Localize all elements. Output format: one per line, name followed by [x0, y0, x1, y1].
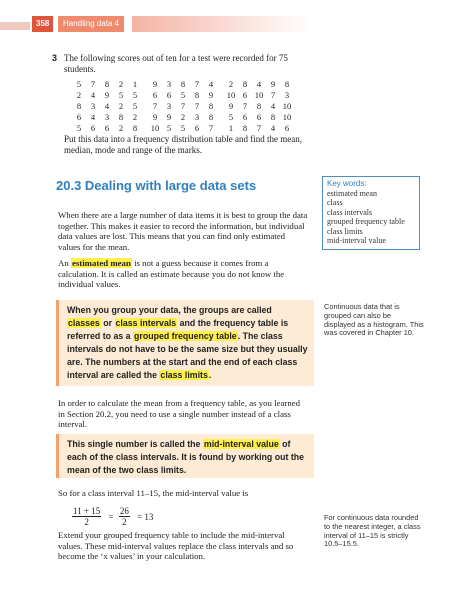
- question-intro: The following scores out of ten for a test were recorded for 75 students.: [64, 53, 288, 74]
- definition-box-classes: [56, 300, 314, 386]
- text: This single number is called the: [67, 439, 201, 449]
- score-cell: 3: [104, 111, 110, 122]
- score-cell: 2: [180, 111, 186, 122]
- score-cell: 9: [228, 100, 234, 111]
- term-classes: classes: [68, 318, 100, 328]
- paragraph-single-number: In order to calculate the mean from a frequency table, as you learned in Section 20.2, you need to use a single number instead of a class interval.: [58, 398, 301, 429]
- score-cell: 2: [228, 78, 234, 89]
- question-instruction: Put this data into a frequency distribution table and find the mean, median, mode and range of the marks.: [64, 134, 302, 155]
- score-cell: 8: [208, 100, 214, 111]
- question-number: 3: [52, 53, 58, 63]
- key-word: class: [327, 198, 343, 207]
- score-cell: 7: [270, 89, 276, 100]
- scores-row: [72, 111, 294, 122]
- score-cell: 6: [104, 122, 110, 133]
- score-cell: 3: [90, 100, 96, 111]
- score-cell: 5: [180, 89, 186, 100]
- equals-sign: =: [108, 511, 114, 522]
- result: = 13: [137, 511, 154, 522]
- score-cell: 10: [282, 100, 292, 111]
- score-cell: 10: [282, 111, 292, 122]
- score-cell: 4: [208, 78, 214, 89]
- score-cell: 8: [270, 111, 276, 122]
- score-cell: 10: [226, 89, 236, 100]
- score-cell: 7: [152, 100, 158, 111]
- score-cell: 8: [194, 89, 200, 100]
- header-accent-bar: [0, 22, 30, 30]
- score-cell: 9: [208, 89, 214, 100]
- score-cell: 9: [152, 78, 158, 89]
- key-word: mid-interval value: [327, 236, 386, 245]
- definition-box-mid-interval: [56, 434, 314, 478]
- score-cell: 6: [76, 111, 82, 122]
- key-word: class limits: [327, 226, 363, 236]
- paragraph-estimated-mean: [58, 258, 308, 290]
- term-class-limits: class limits: [160, 370, 208, 380]
- text: of each of the class intervals. It is found by working out the mean of the two class limits.: [67, 439, 305, 475]
- side-note-continuous-data: For continuous data rounded to the nearest integer, a class interval of 11–15 is strictly 10.5–15.5.: [324, 513, 421, 549]
- score-cell: 9: [152, 111, 158, 122]
- fraction-sum: [72, 506, 101, 527]
- score-cell: 10: [150, 122, 160, 133]
- score-cell: 3: [166, 100, 172, 111]
- score-cell: 7: [180, 100, 186, 111]
- scores-row: [72, 100, 294, 111]
- scores-row: [72, 89, 294, 100]
- score-cell: 9: [104, 89, 110, 100]
- score-cell: 8: [242, 122, 248, 133]
- numerator: 26: [119, 506, 129, 516]
- score-cell: 2: [118, 78, 124, 89]
- score-cell: 7: [194, 78, 200, 89]
- score-cell: 8: [104, 78, 110, 89]
- denominator: 2: [84, 517, 89, 527]
- score-cell: 4: [270, 122, 276, 133]
- score-cell: 3: [194, 111, 200, 122]
- score-cell: 7: [256, 122, 262, 133]
- score-cell: 10: [254, 89, 264, 100]
- score-cell: 2: [118, 122, 124, 133]
- score-cell: 3: [284, 89, 290, 100]
- score-cell: 5: [166, 122, 172, 133]
- text: .: [208, 370, 212, 380]
- score-cell: 9: [166, 111, 172, 122]
- scores-row: [72, 78, 294, 89]
- score-cell: 5: [132, 100, 138, 111]
- score-cell: 8: [118, 111, 124, 122]
- score-cell: 8: [180, 78, 186, 89]
- text: is not a guess because it comes from a calculation. It is called an estimate because you do not know the individual values.: [58, 258, 285, 289]
- score-cell: 4: [90, 111, 96, 122]
- key-words-box: [322, 176, 420, 250]
- score-cell: 1: [228, 122, 234, 133]
- score-cell: 9: [270, 78, 276, 89]
- score-cell: 6: [194, 122, 200, 133]
- score-cell: 5: [118, 89, 124, 100]
- score-cell: 2: [76, 89, 82, 100]
- score-cell: 4: [270, 100, 276, 111]
- score-cell: 6: [152, 89, 158, 100]
- scores-row: [72, 122, 294, 133]
- page-header: [0, 16, 474, 36]
- key-word: estimated mean: [327, 188, 377, 198]
- term-class-intervals: class intervals: [115, 318, 177, 328]
- score-cell: 6: [90, 122, 96, 133]
- numerator: 11 + 15: [73, 506, 101, 516]
- score-cell: 6: [256, 111, 262, 122]
- paragraph-extend-table: Extend your grouped frequency table to include the mid-interval values. These mid-interval values replace the class intervals and so become the ‘x values’ in your calculation.: [58, 530, 294, 561]
- header-fade-bar: [132, 16, 312, 32]
- score-cell: 5: [228, 111, 234, 122]
- score-cell: 5: [132, 89, 138, 100]
- score-cell: 8: [284, 78, 290, 89]
- key-word: grouped frequency table: [327, 217, 405, 226]
- score-cell: 7: [242, 100, 248, 111]
- score-cell: 3: [166, 78, 172, 89]
- score-cell: 6: [284, 122, 290, 133]
- score-cell: 6: [242, 111, 248, 122]
- text: or: [103, 318, 113, 328]
- mid-interval-formula: [72, 506, 156, 527]
- section-title: 20.3 Dealing with large data sets: [56, 178, 257, 193]
- paragraph-grouping: When there are a large number of data items it is best to group the data together. This makes it easier to record the information, but individual data values are lost. This means that you can find only estimated values for the mean.: [58, 210, 308, 252]
- text: and the frequency table is referred to as a: [67, 318, 289, 341]
- score-cell: 8: [242, 78, 248, 89]
- text: When you group your data, the groups are called: [67, 305, 272, 315]
- fraction-result: [119, 506, 130, 527]
- score-cell: 8: [132, 122, 138, 133]
- score-cell: 4: [104, 100, 110, 111]
- score-cell: 7: [194, 100, 200, 111]
- term-mid-interval-value: mid-interval value: [203, 439, 279, 449]
- score-cell: 6: [242, 89, 248, 100]
- key-words-title: Key words:: [327, 179, 367, 188]
- text: An: [58, 258, 69, 268]
- score-cell: 8: [76, 100, 82, 111]
- score-cell: 5: [76, 78, 82, 89]
- score-cell: 8: [256, 100, 262, 111]
- term-estimated-mean: estimated mean: [71, 258, 131, 268]
- paragraph-example-intro: So for a class interval 11–15, the mid-interval value is: [58, 488, 249, 498]
- score-cell: 7: [90, 78, 96, 89]
- chapter-title: Handling data 4: [58, 16, 124, 32]
- score-cell: 1: [132, 78, 138, 89]
- term-grouped-frequency-table: grouped frequency table: [134, 331, 237, 341]
- score-cell: 4: [90, 89, 96, 100]
- score-cell: 2: [118, 100, 124, 111]
- page-number: 358: [32, 16, 53, 32]
- denominator: 2: [122, 517, 127, 527]
- key-word: class intervals: [327, 207, 373, 217]
- score-cell: 2: [132, 111, 138, 122]
- score-cell: 5: [180, 122, 186, 133]
- side-note-histogram: Continuous data that is grouped can also be displayed as a histogram. This was covered in Chapter 10.: [324, 302, 424, 338]
- score-cell: 6: [166, 89, 172, 100]
- score-cell: 7: [208, 122, 214, 133]
- question-3: [52, 53, 298, 75]
- score-cell: 4: [256, 78, 262, 89]
- text: . The class intervals do not have to be the same size but they usually are. The numbers at the start and the end of each class interval are called the: [67, 331, 308, 380]
- score-cell: 8: [208, 111, 214, 122]
- score-cell: 5: [76, 122, 82, 133]
- scores-table: [72, 78, 294, 133]
